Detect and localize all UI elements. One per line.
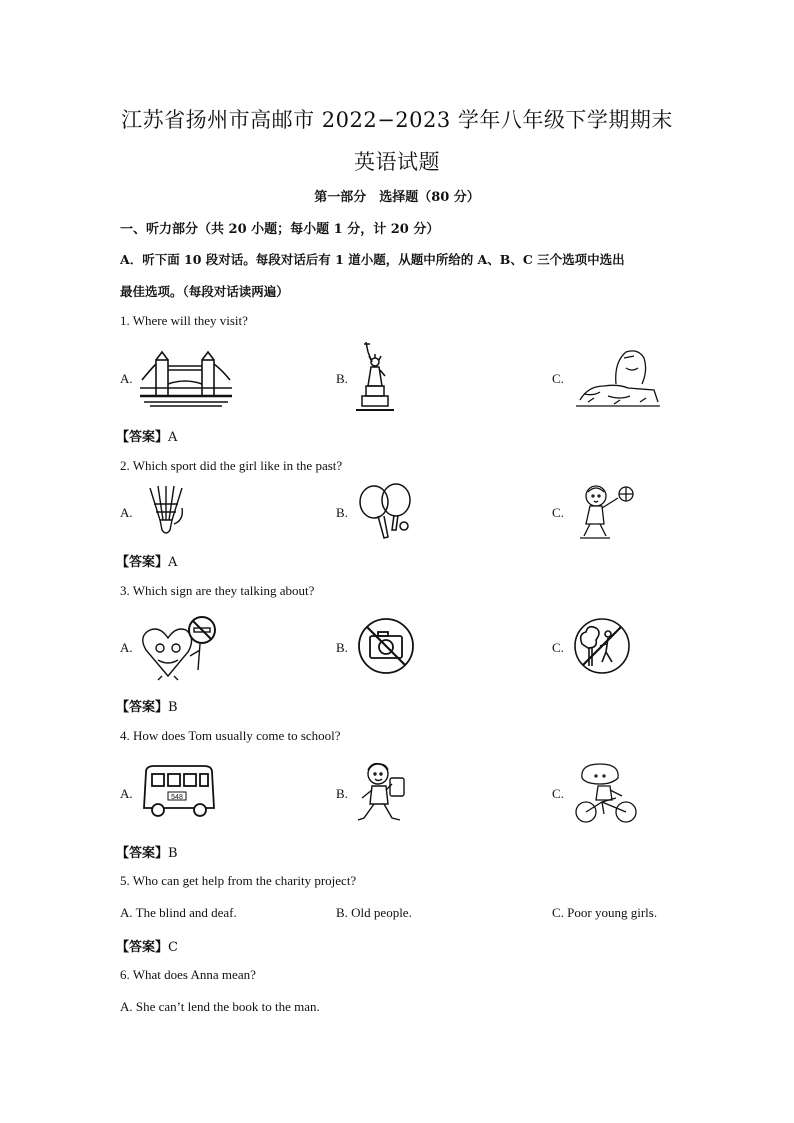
question-5-option-a[interactable]: A. The blind and deaf.: [120, 905, 237, 920]
question-5-answer: [116, 936, 178, 955]
no-smoking-heart-sign-picture: [138, 614, 218, 682]
question-4-option-a[interactable]: A.: [120, 786, 133, 801]
section-heading: 一、听力部分（共 20 小题；每小题 1 分，计 20 分）: [120, 222, 440, 237]
bus-number: 548: [171, 794, 183, 801]
exam-title: 江苏省扬州市高邮市 2022−2023 学年八年级下学期期末: [121, 108, 673, 132]
answer-tag: 【答案】: [116, 555, 169, 570]
girl-basketball-picture: [572, 482, 636, 540]
answer-value: C: [168, 940, 178, 955]
sphinx-picture: [574, 344, 660, 410]
part-heading: 第一部分 选择题（80 分）: [314, 190, 480, 205]
instruction-line-2: 最佳选项。（每段对话读两遍）: [120, 284, 289, 299]
answer-tag: 【答案】: [116, 700, 169, 715]
exam-subject-title: 英语试题: [354, 150, 440, 174]
question-4-text: 4. How does Tom usually come to school?: [120, 728, 341, 743]
question-1-text: 1. Where will they visit?: [120, 313, 248, 328]
question-3-option-b[interactable]: B.: [336, 640, 348, 655]
question-2-option-a[interactable]: A.: [120, 505, 133, 520]
question-6-text: 6. What does Anna mean?: [120, 967, 256, 982]
tower-bridge-picture: [140, 350, 232, 408]
question-1-option-b[interactable]: B.: [336, 371, 348, 386]
answer-tag: 【答案】: [116, 940, 169, 955]
answer-value: A: [168, 430, 178, 445]
question-2-option-c[interactable]: C.: [552, 505, 564, 520]
question-3-option-c[interactable]: C.: [552, 640, 564, 655]
no-camera-sign-picture: [356, 616, 416, 676]
ping-pong-paddles-picture: [356, 482, 416, 542]
question-5-option-b[interactable]: B. Old people.: [336, 905, 412, 920]
question-5-option-c[interactable]: C. Poor young girls.: [552, 905, 658, 920]
question-4-option-b[interactable]: B.: [336, 786, 348, 801]
question-2-text: 2. Which sport did the girl like in the past?: [120, 458, 343, 473]
question-3-option-a[interactable]: A.: [120, 640, 133, 655]
answer-value: B: [168, 846, 178, 861]
question-4-option-c[interactable]: C.: [552, 786, 564, 801]
boy-walking-picture: [354, 760, 412, 826]
answer-value: B: [168, 700, 178, 715]
question-3-text: 3. Which sign are they talking about?: [120, 583, 315, 598]
answer-tag: 【答案】: [116, 430, 169, 445]
instruction-line-1: A．听下面 10 段对话。每段对话后有 1 道小题，从题中所给的 A、B、C 三个选项中选出: [120, 252, 625, 267]
question-5-text: 5. Who can get help from the charity project?: [120, 873, 357, 888]
question-1-answer: [116, 426, 177, 445]
girl-cycling-picture: [572, 762, 638, 824]
question-3-answer: [116, 696, 178, 715]
question-2-answer: [116, 551, 177, 570]
question-2-option-b[interactable]: B.: [336, 505, 348, 520]
question-4-answer: [116, 842, 178, 861]
question-1-option-a[interactable]: A.: [120, 371, 133, 386]
answer-tag: 【答案】: [116, 846, 169, 861]
badminton-shuttlecock-picture: [144, 484, 188, 540]
bus-picture: [140, 764, 218, 822]
answer-value: A: [168, 555, 178, 570]
no-tree-climbing-sign-picture: [572, 616, 632, 676]
question-6-option-a[interactable]: A. She can’t lend the book to the man.: [120, 999, 320, 1014]
statue-of-liberty-picture: [354, 340, 396, 414]
question-1-option-c[interactable]: C.: [552, 371, 564, 386]
